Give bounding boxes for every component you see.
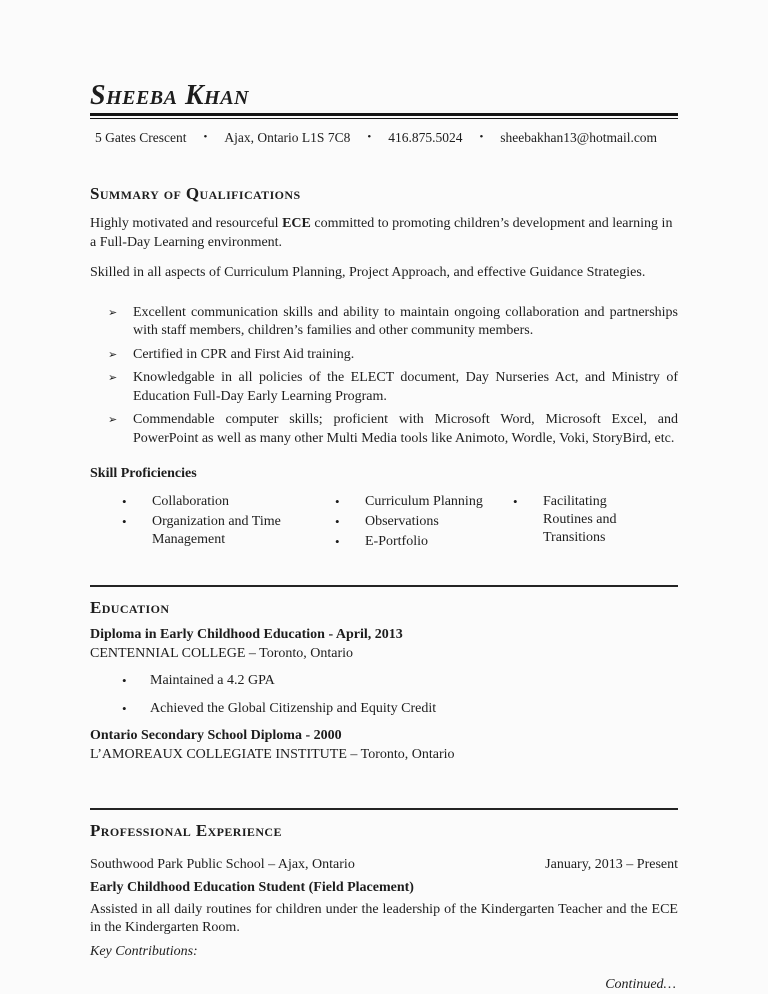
- qualification-text: Knowledgable in all policies of the ELECT document, Day Nurseries Act, and Ministry of Education Full-Day Early Learning Program.: [133, 370, 678, 404]
- skill-item: [513, 493, 678, 548]
- arrow-bullet-icon: ➢: [108, 413, 118, 427]
- skills-column-2: [335, 491, 513, 552]
- skill-text: Collaboration: [152, 493, 229, 509]
- skill-text: Facilitating Routines and Transitions: [543, 493, 617, 546]
- bullet-separator-icon: •: [367, 131, 372, 144]
- continued-note: Continued…: [605, 977, 676, 993]
- arrow-bullet-icon: ➢: [108, 305, 118, 319]
- arrow-bullet-icon: ➢: [108, 371, 118, 385]
- contact-email: sheebakhan13@hotmail.com: [500, 130, 658, 145]
- education-degree: Diploma in Early Childhood Education - April, 2013: [90, 627, 403, 643]
- employer-name: Southwood Park Public School – Ajax, Ontario: [90, 856, 355, 872]
- name-underline-thick: [90, 113, 678, 116]
- name-underline-thin: [90, 118, 678, 119]
- dot-bullet-icon: •: [122, 673, 127, 689]
- education-bullet-item: [122, 700, 678, 718]
- person-name: Sheeba Khan: [90, 80, 250, 111]
- education-bullet-text: Achieved the Global Citizenship and Equity Credit: [150, 700, 437, 716]
- skills-column-3: [513, 491, 678, 552]
- skill-text: E-Portfolio: [365, 534, 428, 550]
- qualification-item: [108, 411, 678, 448]
- contact-city: Ajax, Ontario L1S 7C8: [224, 130, 351, 145]
- summary-paragraph-2: Skilled in all aspects of Curriculum Planning, Project Approach, and effective Guidance Strategies.: [90, 265, 646, 281]
- education-bullet-list: [122, 672, 678, 718]
- contact-phone: 416.875.5024: [388, 130, 463, 145]
- dot-bullet-icon: •: [335, 534, 340, 550]
- summary-p1-bold: ECE: [282, 216, 311, 232]
- education-school: L’AMOREAUX COLLEGIATE INSTITUTE – Toronto, Ontario: [90, 746, 455, 762]
- summary-p1-text: committed to promoting children’s development and learning in a Full-Day Learning environment.: [90, 216, 673, 250]
- job-title: Early Childhood Education Student (Field Placement): [90, 880, 414, 896]
- dot-bullet-icon: •: [122, 700, 127, 716]
- section-divider: [90, 585, 678, 587]
- dot-bullet-icon: •: [335, 513, 340, 529]
- summary-paragraph-1: [90, 215, 678, 252]
- bullet-separator-icon: •: [479, 131, 484, 144]
- qualification-text: Excellent communication skills and ability to maintain ongoing collaboration and partnerships with staff members, children’s families and other community members.: [133, 304, 678, 339]
- qualification-item: [108, 304, 678, 341]
- skill-item: [122, 493, 335, 511]
- employer-row: [90, 856, 678, 874]
- education-degree: Ontario Secondary School Diploma - 2000: [90, 728, 342, 744]
- contact-row: [95, 129, 678, 147]
- job-description: Assisted in all daily routines for children under the leadership of the Kindergarten Teacher and the ECE in the Kindergarten Room.: [90, 901, 678, 936]
- education-bullet-text: Maintained a 4.2 GPA: [150, 673, 275, 689]
- bullet-separator-icon: •: [203, 131, 208, 144]
- summary-heading: Summary of Qualifications: [90, 183, 301, 203]
- dot-bullet-icon: •: [122, 493, 127, 509]
- skill-text: Observations: [365, 513, 439, 529]
- skill-item: [122, 513, 335, 550]
- skill-text: Organization and Time Management: [152, 513, 281, 548]
- skill-text: Curriculum Planning: [365, 493, 483, 509]
- section-divider: [90, 808, 678, 810]
- employment-dates: January, 2013 – Present: [545, 856, 678, 872]
- contact-address: 5 Gates Crescent: [95, 130, 187, 145]
- qualification-item: [108, 346, 678, 364]
- qualification-item: [108, 369, 678, 406]
- summary-p1-text: Highly motivated and resourceful: [90, 216, 279, 232]
- skill-item: [335, 493, 513, 511]
- skill-item: [335, 533, 513, 551]
- qualification-text: Certified in CPR and First Aid training.: [133, 346, 355, 362]
- dot-bullet-icon: •: [335, 493, 340, 509]
- skills-column-1: [122, 491, 335, 552]
- qualification-list: [108, 304, 678, 448]
- skills-grid: [122, 491, 678, 552]
- arrow-bullet-icon: ➢: [108, 347, 118, 361]
- dot-bullet-icon: •: [513, 493, 518, 509]
- education-bullet-item: [122, 672, 678, 690]
- education-school: CENTENNIAL COLLEGE – Toronto, Ontario: [90, 645, 354, 661]
- key-contributions-label: Key Contributions:: [90, 943, 198, 959]
- experience-heading: Professional Experience: [90, 821, 282, 841]
- dot-bullet-icon: •: [122, 513, 127, 529]
- skill-item: [335, 513, 513, 531]
- education-heading: Education: [90, 597, 170, 617]
- qualification-text: Commendable computer skills; proficient with Microsoft Word, Microsoft Excel, and PowerPoint as well as many other Multi Media tools like Animoto, Wordle, Voki, StoryBird, etc.: [133, 412, 678, 446]
- skills-heading: Skill Proficiencies: [90, 466, 197, 482]
